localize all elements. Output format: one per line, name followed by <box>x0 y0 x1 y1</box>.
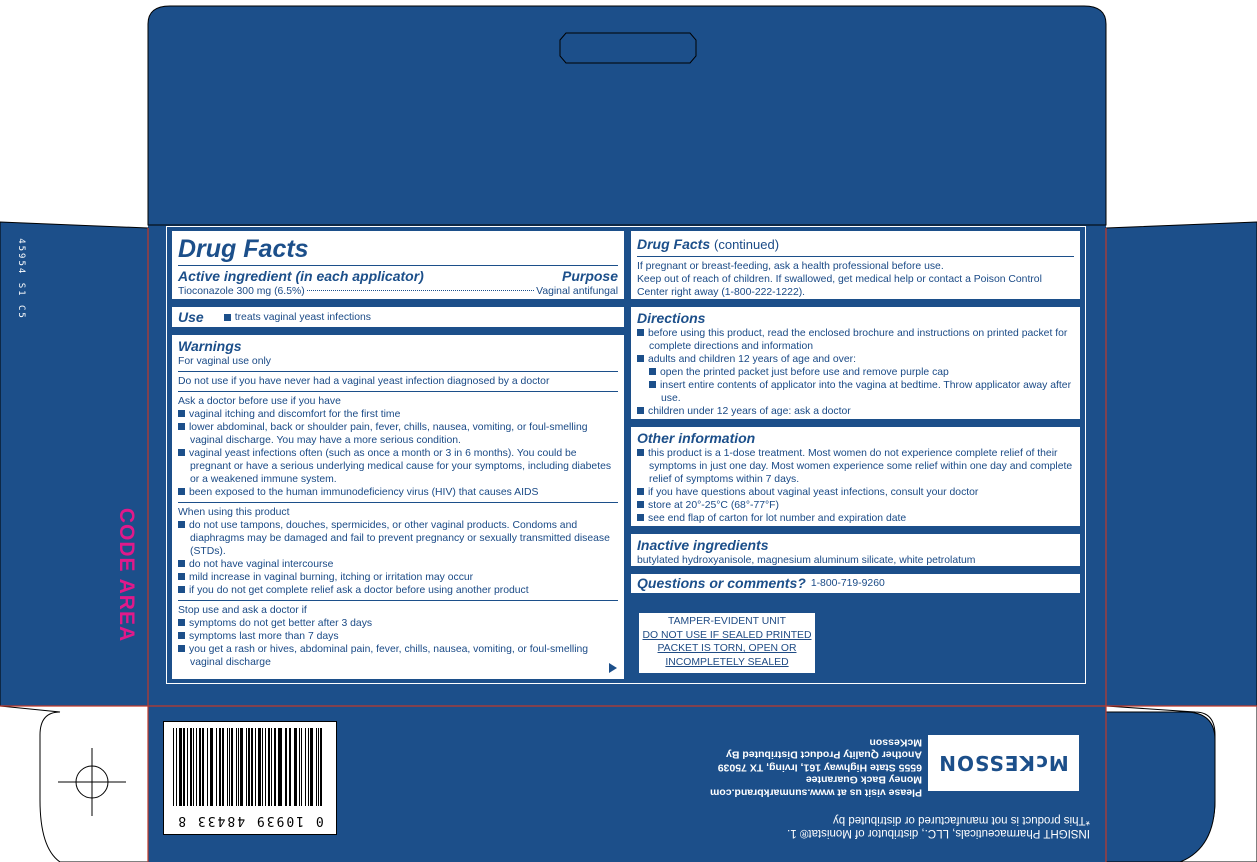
other-information-item: see end flap of carton for lot number and expiration date <box>637 512 1074 525</box>
barcode-bar <box>229 728 230 806</box>
stop-use-heading: Stop use and ask a doctor if <box>178 605 307 616</box>
barcode-bar <box>210 728 211 806</box>
continued-panel <box>629 229 1082 301</box>
barcode-bar <box>236 728 237 806</box>
barcode-number: 0 10939 48433 8 <box>176 813 324 828</box>
distributor-address: 6555 State Highway 161, Irving, TX 75039 <box>717 761 922 774</box>
ask-doctor-item: been exposed to the human immunodeficiency virus (HIV) that causes AIDS <box>178 486 618 499</box>
side-code: 45954 S1 C5 <box>16 238 27 320</box>
when-using-item: if you do not get complete relief ask a doctor before using another product <box>178 584 618 597</box>
drug-facts-title: Drug Facts <box>178 235 309 263</box>
continued-arrow-icon <box>608 662 618 674</box>
barcode-bar <box>320 728 322 806</box>
barcode-bar <box>316 728 317 806</box>
warnings-sub: For vaginal use only <box>178 356 271 367</box>
brand-name: McKESSON <box>938 751 1069 775</box>
directions-item: adults and children 12 years of age and over: <box>637 353 1074 366</box>
barcode-bar <box>183 728 185 806</box>
distributor-info <box>700 736 922 799</box>
do-not-use: Do not use if you have never had a vaginal yeast infection diagnosed by a doctor <box>178 376 550 387</box>
code-area-label: CODE AREA <box>115 507 139 643</box>
barcode-bar <box>291 728 292 806</box>
directions-item: before using this product, read the enclosed brochure and instructions on printed packet for complete directions and information <box>637 327 1074 353</box>
barcode-bar <box>278 728 281 806</box>
purpose: Vaginal antifungal <box>536 286 618 297</box>
barcode-bar <box>246 728 247 806</box>
use-text: treats vaginal yeast infections <box>234 311 371 323</box>
warnings-heading: Warnings <box>178 338 242 354</box>
directions-heading: Directions <box>637 310 706 326</box>
barcode-bar <box>219 728 222 806</box>
barcode-bar <box>227 728 228 806</box>
when-using-item: do not have vaginal intercourse <box>178 558 618 571</box>
barcode-bar <box>299 728 301 806</box>
warnings-panel <box>170 333 626 681</box>
tamper-line-2: DO NOT USE IF SEALED PRINTED <box>642 629 812 641</box>
ask-doctor-item: lower abdominal, back or shoulder pain, fever, chills, nausea, vomiting, or foul-smelling vaginal discharge. You may have a more serious condition. <box>178 421 618 447</box>
website: Please visit us at www.sunmarkbrand.com <box>709 786 922 799</box>
barcode-bar <box>262 728 263 806</box>
barcode-bar <box>211 728 213 806</box>
barcode-bar <box>265 728 266 806</box>
barcode-bar <box>285 728 287 806</box>
ask-doctor-heading: Ask a doctor before use if you have <box>178 396 341 407</box>
barcode-bar <box>207 728 208 806</box>
continued-title: Drug Facts <box>637 236 711 252</box>
use-heading: Use <box>178 308 204 325</box>
barcode-bar <box>238 728 239 806</box>
barcode-bar <box>268 728 270 806</box>
barcode-bars <box>172 728 322 806</box>
questions-heading: Questions or comments? <box>637 575 806 591</box>
barcode-bar <box>258 728 261 806</box>
barcode-bar <box>274 728 276 806</box>
barcode-bar <box>256 728 257 806</box>
barcode-bar <box>196 728 197 806</box>
other-information-panel <box>629 425 1082 528</box>
tamper-evident-notice <box>638 612 816 674</box>
barcode-bar <box>240 728 243 806</box>
active-ingredient-row <box>178 268 618 285</box>
directions-sub-item: insert entire contents of applicator into the vagina at bedtime. Throw applicator away after use. <box>637 379 1074 405</box>
upc-barcode <box>163 721 337 835</box>
barcode-bar <box>282 728 283 806</box>
drug-facts-header-panel <box>170 229 626 301</box>
stop-use-item: symptoms last more than 7 days <box>178 630 618 643</box>
use-panel <box>170 305 626 329</box>
pregnant-warning: If pregnant or breast-feeding, ask a health professional before use. <box>637 261 944 272</box>
directions-item: children under 12 years of age: ask a doctor <box>637 405 1074 418</box>
other-information-item: store at 20°-25°C (68°-77°F) <box>637 499 1074 512</box>
ingredient: Tioconazole 300 mg (6.5%) <box>178 286 305 297</box>
active-ingredient-heading: Active ingredient (in each applicator) <box>178 268 424 284</box>
barcode-bar <box>216 728 217 806</box>
barcode-bar <box>199 728 201 806</box>
barcode-bar <box>271 728 272 806</box>
barcode-bar <box>179 728 182 806</box>
continued-suffix: (continued) <box>714 237 780 252</box>
other-information-heading: Other information <box>637 430 756 446</box>
directions-sub-item: open the printed packet just before use and remove purple cap <box>637 366 1074 379</box>
barcode-bar <box>301 728 302 806</box>
stop-use-item: symptoms do not get better after 3 days <box>178 617 618 630</box>
barcode-bar <box>310 728 313 806</box>
inactive-ingredients-heading: Inactive ingredients <box>637 537 769 553</box>
disclaimer-line-2: INSIGHT Pharmaceuticals, LLC., distributor of Monistat® 1. <box>787 827 1090 839</box>
guarantee: Money Back Guarantee <box>805 774 922 786</box>
questions-panel <box>629 572 1082 595</box>
inactive-ingredients-text: butylated hydroxyanisole, magnesium aluminum silicate, white petrolatum <box>637 555 976 566</box>
barcode-bar <box>222 728 224 806</box>
directions-panel <box>629 305 1082 421</box>
barcode-bar <box>176 728 177 806</box>
disclaimer <box>728 813 1090 839</box>
tamper-line-4: INCOMPLETELY SEALED <box>665 656 789 668</box>
purpose-heading: Purpose <box>561 268 618 284</box>
mckesson-logo <box>927 734 1080 792</box>
barcode-bar <box>190 728 192 806</box>
other-information-item: if you have questions about vaginal yeast infections, consult your doctor <box>637 486 1074 499</box>
barcode-bar <box>318 728 319 806</box>
when-using-item: mild increase in vaginal burning, itching or irritation may occur <box>178 571 618 584</box>
keep-out-warning: Keep out of reach of children. If swallowed, get medical help or contact a Poison Control Center right away (1-800-222-1222). <box>637 274 1042 298</box>
barcode-bar <box>173 728 174 806</box>
inactive-ingredients-panel <box>629 532 1082 568</box>
tamper-line-1: TAMPER-EVIDENT UNIT <box>668 616 786 627</box>
distributor-line: Another Quality Product Distributed By McKesson <box>725 736 922 761</box>
disclaimer-line-1: *This product is not manufactured or distributed by <box>833 814 1090 826</box>
barcode-bar <box>294 728 297 806</box>
barcode-bar <box>308 728 310 806</box>
ask-doctor-item: vaginal yeast infections often (such as once a month or 3 in 6 months). You could be pregnant or have a serious underlying medical cause for your symptoms, including diabetes or a weakened immune system. <box>178 447 618 486</box>
when-using-item: do not use tampons, douches, spermicides, or other vaginal products. Condoms and diaphragms may be damaged and fail to prevent pregnancy or sexually transmitted disease (STDs). <box>178 519 618 558</box>
barcode-bar <box>231 728 233 806</box>
stop-use-item: you get a rash or hives, abdominal pain, fever, chills, nausea, vomiting, or foul-smelling vaginal discharge <box>178 643 618 669</box>
questions-phone: 1-800-719-9260 <box>810 578 885 589</box>
when-using-heading: When using this product <box>178 507 290 518</box>
barcode-bar <box>193 728 194 806</box>
barcode-bar <box>251 728 253 806</box>
barcode-bar <box>202 728 205 806</box>
continued-title-row <box>637 234 1074 255</box>
barcode-bar <box>289 728 290 806</box>
other-information-item: this product is a 1-dose treatment. Most women do not experience complete relief of their symptoms in just one day. Most women experience some relief within one day and complete relief of symptoms within 7 days. <box>637 447 1074 486</box>
ingredient-row <box>178 285 618 298</box>
barcode-bar <box>187 728 188 806</box>
ask-doctor-item: vaginal itching and discomfort for the first time <box>178 408 618 421</box>
barcode-bar <box>248 728 250 806</box>
barcode-bar <box>305 728 306 806</box>
tamper-line-3: PACKET IS TORN, OPEN OR <box>657 643 797 654</box>
